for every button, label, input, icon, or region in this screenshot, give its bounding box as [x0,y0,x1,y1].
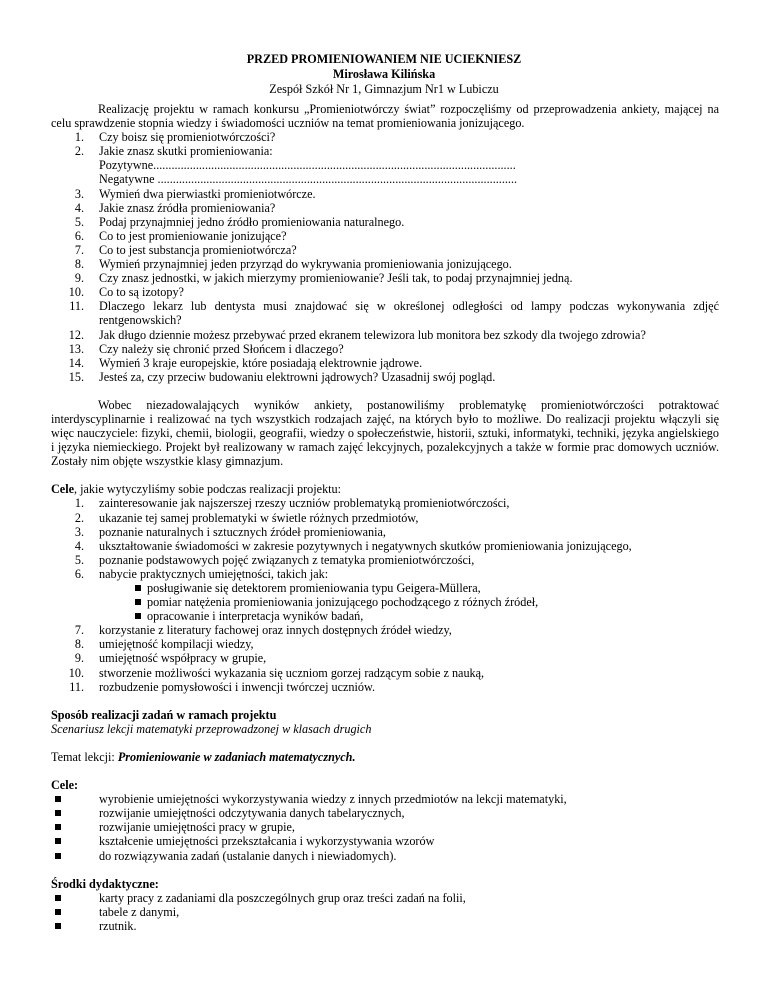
goal-item: 3. poznanie naturalnych i sztucznych źródeł promieniowania, [74,524,386,539]
skills-sublist [51,581,719,623]
means-heading: Środki dydaktyczne: [51,876,159,891]
goal-item: 2. ukazanie tej samej problematyki w świetle różnych przedmiotów, [74,510,419,525]
realization-heading: Sposób realizacji zadań w ramach projektu [51,707,277,722]
lesson-goals-heading: Cele: [51,778,79,793]
effects-negative-line: Negatywne ...................................................................................................................... [99,172,518,187]
skill-item: opracowanie i interpretacja wyników badań, [51,609,719,623]
goal-item: 9. umiejętność współpracy w grupie, [74,651,267,666]
goals-list-continued [51,623,719,693]
survey-item: 8. Wymień przynajmniej jeden przyrząd do wykrywania promieniowania jonizującego. [74,257,512,272]
survey-item: 9. Czy znasz jednostki, w jakich mierzymy promieniowanie? Jeśli tak, to podaj przynajmniej jedną. [74,271,573,286]
realization-subheading: Scenariusz lekcji matematyki przeprowadzonej w klasach drugich [51,721,372,736]
goal-item: 1. zainteresowanie jak najszerszej rzeszy uczniów problematyką promieniotwórczości, [74,496,510,511]
survey-item: 1. Czy boisz się promieniotwórczości? [74,130,276,145]
survey-item: 7. Co to jest substancja promieniotwórcza? [74,242,297,257]
effects-blank [51,158,719,172]
document-body [51,102,719,933]
survey-item: 4. Jakie znasz źródła promieniowania? [74,200,276,215]
skill-item: posługiwanie się detektorem promieniowania typu Geigera-Müllera, [51,581,719,595]
survey-item: 10. Co to są izotopy? [68,285,184,300]
intro-paragraph: Realizację projektu w ramach konkursu „Promieniotwórczy świat” rozpoczęliśmy od przeprowadzenia ankiety, mającej na celu sprawdzenie stopnia wiedzy i świadomości uczniów na temat promieniowania jonizującego. [51,102,719,131]
lesson-goal-item: rozwijanie umiejętności pracy w grupie, [51,820,719,834]
goals-intro: Cele, jakie wytyczyliśmy sobie podczas realizacji projektu: [51,482,342,497]
document-title: PRZED PROMIENIOWANIEM NIE UCIEKNIESZ [246,52,522,66]
survey-item: 12. Jak długo dziennie możesz przebywać przed ekranem telewizora lub monitora bez szkody dla twojego zdrowia? [68,327,646,342]
goal-item: 5. poznanie podstawowych pojęć związanych z tematyka promieniotwórczości, [74,552,475,567]
lesson-topic: Temat lekcji: Promieniowanie w zadaniach matematycznych. [51,749,356,764]
survey-item: 3. Wymień dwa pierwiastki promieniotwórcze. [74,186,316,201]
author-name: Mirosława Kilińska [332,67,436,81]
lesson-goal-item: kształcenie umiejętności przekształcania i wykorzystywania wzorów [51,834,719,848]
survey-item: 6. Co to jest promieniowanie jonizujące? [74,228,287,243]
survey-item: 15. Jesteś za, czy przeciw budowaniu elektrowni jądrowych? Uzasadnij swój pogląd. [68,369,496,384]
goal-item: 4. ukształtowanie świadomości w zakresie pozytywnych i negatywnych skutków promieniowania jonizującego, [74,538,632,553]
goal-item: 7. korzystanie z literatury fachowej oraz innych dostępnych źródeł wiedzy, [74,623,452,638]
school-name: Zespół Szkół Nr 1, Gimnazjum Nr1 w Lubiczu [269,82,499,96]
means-item: tabele z danymi, [51,905,719,919]
survey-item: 14. Wymień 3 kraje europejskie, które posiadają elektrownie jądrowe. [68,355,423,370]
lesson-goals-list [51,792,719,862]
survey-list [51,130,719,384]
effects-blank [51,172,719,186]
survey-item: 5. Podaj przynajmniej jedno źródło promieniowania naturalnego. [74,214,405,229]
lesson-goal-item: wyrobienie umiejętności wykorzystywania wiedzy z innych przedmiotów na lekcji matematyki, [51,792,719,806]
means-item: karty pracy z zadaniami dla poszczególnych grup oraz treści zadań na folii, [51,891,719,905]
lesson-goal-item: rozwijanie umiejętności odczytywania danych tabelarycznych, [51,806,719,820]
survey-item: 13. Czy należy się chronić przed Słońcem i dlaczego? [68,341,344,356]
goals-list [51,496,719,581]
survey-item: 2. Jakie znasz skutki promieniowania: [74,144,273,159]
goal-item: 10. stworzenie możliwości wykazania się uczniom gorzej radzącym sobie z nauką, [68,665,485,680]
lesson-goal-item: do rozwiązywania zadań (ustalanie danych i niewiadomych). [51,849,719,863]
goal-item: 6. nabycie praktycznych umiejętności, takich jak: [74,566,329,581]
skill-item: pomiar natężenia promieniowania jonizującego pochodzącego z różnych źródeł, [51,595,719,609]
effects-positive-line: Pozytywne....................................................................................................................... [99,158,516,173]
means-item: rzutnik. [51,919,719,933]
means-list [51,891,719,933]
goal-item: 11. rozbudzenie pomysłowości i inwencji twórczej uczniów. [69,679,376,694]
survey-item: 11. Dlaczego lekarz lub dentysta musi znajdować się w określonej odległości od lampy podczas wykonywania zdjęć rentgenowskich? [69,299,719,328]
document-header [0,52,768,97]
paragraph-interdisciplinary: Wobec niezadowalających wyników ankiety, postanowiliśmy problematykę promieniotwórczości potraktować interdyscyplinarnie i realizować na tych wszystkich rodzajach zajęć, na których było to możliwe. Do realizacji projektu włączyli się więc nauczyciele: fizyki, chemii, biologii, geografii, wiedzy o społeczeństwie, historii, sztuki, informatyki, techniki, języka angielskiego i języka niemieckiego. Projekt był realizowany w ramach zajęć lekcyjnych, pozalekcyjnych a także w formie prac domowych uczniów. Zostały nim objęte wszystkie klasy gimnazjum. [51,397,719,469]
goal-item: 8. umiejętność kompilacji wiedzy, [74,637,254,652]
